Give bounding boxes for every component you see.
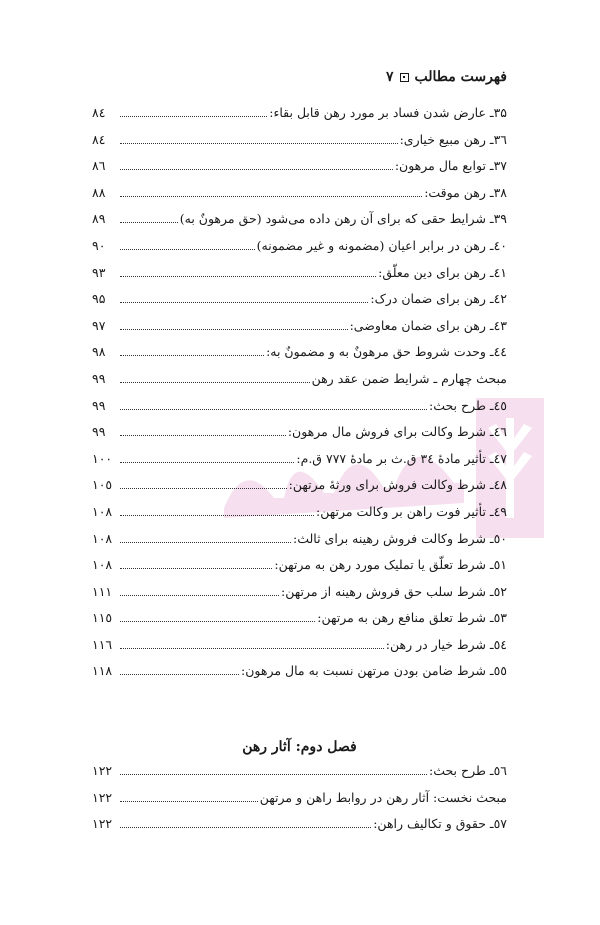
toc-entry xyxy=(92,811,507,838)
dot-leader xyxy=(120,488,287,489)
toc-entry-title: ٤٤ـ وحدت شروط حق مرهونٌ به و مضمونٌ به: xyxy=(266,344,507,360)
toc-section-title: مبحث نخست: آثار رهن در روابط راهن و مرتهن xyxy=(259,789,507,805)
dot-leader xyxy=(120,774,427,775)
toc-entry-title: ٤٠ـ رهن در برابر اعیان (مضمونه و غیر مضمونه) xyxy=(256,237,507,253)
toc-entry-title: ٥٦ـ طرح بحث: xyxy=(429,763,507,778)
toc-entry-page: ۱۰٥ xyxy=(92,477,113,493)
toc-entry-page: ۹۹ xyxy=(92,397,106,413)
toc-entry-page: ۱۱۱ xyxy=(92,583,113,599)
toc-entry xyxy=(92,758,507,785)
dot-leader xyxy=(120,674,239,675)
running-head-page-number: ۷ xyxy=(385,69,394,85)
toc-entry-title: ۳٦ـ رهن مبیع خیاری: xyxy=(399,131,507,147)
toc-entry xyxy=(92,286,507,313)
dot-leader xyxy=(120,276,376,277)
dot-leader xyxy=(120,827,371,828)
toc-entry-page: ۱۲۲ xyxy=(92,763,113,778)
toc-entry-page: ۸٤ xyxy=(92,105,106,120)
dot-leader xyxy=(120,116,267,117)
toc-entry-page: ۱۰۸ xyxy=(92,503,113,519)
toc-entry-page: ۱۱۸ xyxy=(92,663,113,679)
toc-entry xyxy=(92,499,507,526)
toc-entry xyxy=(92,632,507,659)
toc-entry xyxy=(92,313,507,340)
dot-leader xyxy=(120,435,286,436)
toc-entry-page: ۹۰ xyxy=(92,237,106,253)
toc-entry-page: ۹۷ xyxy=(92,317,106,333)
toc-entry xyxy=(92,658,507,685)
toc-entry-title: ۳۵ـ عارض شدن فساد بر مورد رهن قابل بقاء: xyxy=(269,105,507,120)
toc-entry-page: ۹۹ xyxy=(92,370,106,386)
toc-entry-title: ۳۹ـ شرایط حقی که برای آن رهن داده می‌شود (حق مرهونٌ به) xyxy=(179,211,507,227)
toc-section-title: مبحث چهارم ـ شرایط ضمن عقد رهن xyxy=(311,370,507,386)
toc-entry-title: ٥۷ـ حقوق و تکالیف راهن: xyxy=(373,816,507,832)
dot-leader xyxy=(120,648,384,649)
toc-entry xyxy=(92,526,507,553)
toc-entry-title: ٤٦ـ شرط وکالت برای فروش مال مرهون: xyxy=(287,424,507,440)
dot-leader xyxy=(120,515,314,516)
toc-list xyxy=(92,100,507,685)
toc-entry-page: ۱۲۲ xyxy=(92,816,113,832)
dot-leader xyxy=(120,222,178,223)
toc-section-entry xyxy=(92,366,507,393)
toc-entry xyxy=(92,233,507,260)
toc-entry xyxy=(92,419,507,446)
dot-leader xyxy=(120,355,264,356)
toc-entry-page: ۹۳ xyxy=(92,264,106,280)
dot-leader xyxy=(120,595,279,596)
toc-entry xyxy=(92,180,507,207)
square-bullet-icon xyxy=(400,73,409,82)
toc-entry xyxy=(92,579,507,606)
toc-entry-title: ٤۲ـ رهن برای ضمان درک: xyxy=(370,291,507,307)
toc-entry-page: ۸٦ xyxy=(92,158,106,174)
running-head xyxy=(87,66,507,88)
toc-entry-title: ٤۱ـ رهن برای دین معلّق: xyxy=(378,264,507,280)
toc-entry-title: ٤٥ـ طرح بحث: xyxy=(429,397,507,413)
dot-leader xyxy=(120,409,427,410)
toc-entry xyxy=(92,127,507,154)
toc-entry-page: ۹۵ xyxy=(92,291,106,307)
dot-leader xyxy=(120,382,310,383)
toc-entry xyxy=(92,393,507,420)
toc-entry-title: ۳۷ـ توابع مال مرهون: xyxy=(394,158,507,174)
dot-leader xyxy=(120,801,258,802)
toc-entry-page: ۱۲۲ xyxy=(92,789,113,805)
toc-entry-title: ۳۸ـ رهن موقت: xyxy=(424,184,507,200)
toc-entry-title: ٤۷ـ تأثیر مادهٔ ۳٤ ق.ث بر مادهٔ ۷۷۷ ق.م: xyxy=(296,450,507,466)
toc-entry-title: ٥٤ـ شرط خیار در رهن: xyxy=(385,636,507,652)
toc-entry-page: ۱۱٦ xyxy=(92,636,113,652)
toc-entry xyxy=(92,206,507,233)
toc-entry xyxy=(92,552,507,579)
running-head-title: فهرست مطالب xyxy=(414,69,507,85)
chapter-heading: فصل دوم: آثار رهن xyxy=(242,739,357,755)
toc-entry xyxy=(92,605,507,632)
toc-section-entry xyxy=(92,785,507,812)
toc-entry xyxy=(92,100,507,127)
toc-entry-title: ٤۸ـ شرط وکالت فروش برای ورثهٔ مرتهن: xyxy=(288,477,507,493)
toc-entry-title: ٥۱ـ شرط تعلّق یا تملیک مورد رهن به مرتهن: xyxy=(274,557,507,573)
dot-leader xyxy=(120,196,422,197)
dot-leader xyxy=(120,568,272,569)
toc-entry xyxy=(92,472,507,499)
dot-leader xyxy=(120,302,368,303)
toc-entry-page: ۹۸ xyxy=(92,344,106,360)
toc-entry xyxy=(92,153,507,180)
toc-entry xyxy=(92,260,507,287)
dot-leader xyxy=(120,462,294,463)
toc-entry-page: ۸٤ xyxy=(92,131,106,147)
toc-entry xyxy=(92,446,507,473)
toc-entry-page: ۱۰۰ xyxy=(92,450,113,466)
toc-entry xyxy=(92,339,507,366)
toc-entry-page: ۸۸ xyxy=(92,184,106,200)
toc-entry-title: ٥٠ـ شرط وکالت فروش رهینه برای ثالث: xyxy=(292,530,507,546)
toc-entry-title: ٤۳ـ رهن برای ضمان معاوضی: xyxy=(349,317,507,333)
toc-entry-page: ۱۱٥ xyxy=(92,610,113,626)
dot-leader xyxy=(120,621,315,622)
dot-leader xyxy=(120,329,348,330)
toc-entry-page: ۱۰۸ xyxy=(92,530,113,546)
toc-entry-title: ٥۲ـ شرط سلب حق فروش رهینه از مرتهن: xyxy=(281,583,507,599)
toc-list-chapter-two xyxy=(92,758,507,838)
dot-leader xyxy=(120,169,393,170)
toc-entry-page: ۸۹ xyxy=(92,211,106,227)
toc-entry-page: ۱۰۸ xyxy=(92,557,113,573)
toc-entry-title: ٥۳ـ شرط تعلق منافع رهن به مرتهن: xyxy=(317,610,507,626)
toc-entry-page: ۹۹ xyxy=(92,424,106,440)
dot-leader xyxy=(120,143,398,144)
dot-leader xyxy=(120,542,291,543)
toc-entry-title: ٥٥ـ شرط ضامن بودن مرتهن نسبت به مال مرهون: xyxy=(241,663,507,679)
toc-entry-title: ٤۹ـ تأثیر فوت راهن بر وکالت مرتهن: xyxy=(315,503,507,519)
dot-leader xyxy=(120,249,255,250)
